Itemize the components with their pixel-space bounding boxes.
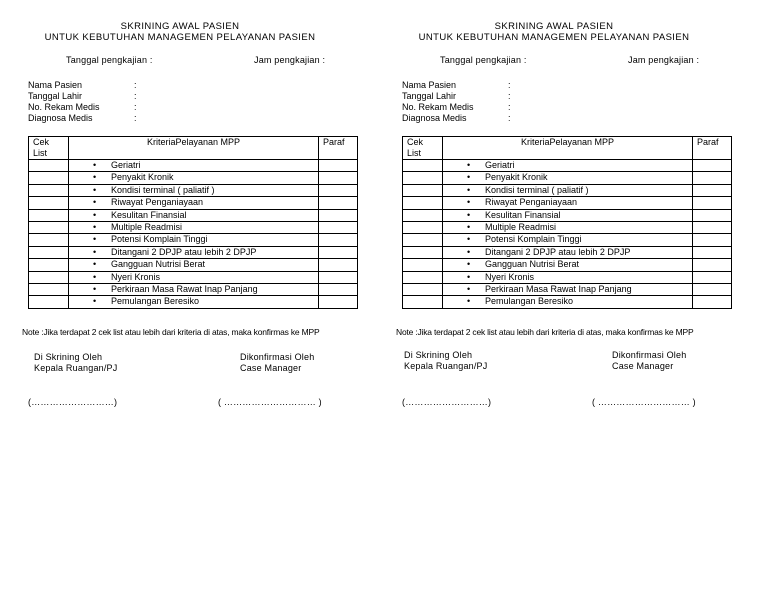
bullet-icon: •: [93, 184, 97, 195]
cek-cell[interactable]: [29, 259, 69, 271]
kriteria-text: Riwayat Penganiayaan: [111, 197, 204, 208]
col-paraf-header: Paraf: [319, 137, 358, 160]
kriteria-cell: [443, 246, 693, 258]
kriteria-cell: [69, 296, 319, 308]
screener-label: Di Skrining Oleh: [404, 350, 473, 360]
field-separator: :: [134, 80, 137, 90]
kriteria-cell: [443, 209, 693, 221]
bullet-icon: •: [93, 296, 97, 307]
kriteria-cell: [443, 197, 693, 209]
kriteria-text: Ditangani 2 DPJP atau lebih 2 DPJP: [485, 246, 631, 257]
criteria-table: [402, 136, 732, 309]
kriteria-text: Nyeri Kronis: [111, 271, 161, 282]
kriteria-text: Penyakit Kronik: [485, 172, 548, 183]
paraf-cell[interactable]: [693, 184, 732, 196]
kriteria-text: Geriatri: [485, 160, 515, 170]
paraf-cell[interactable]: [693, 209, 732, 221]
table-row: [29, 283, 358, 295]
bullet-icon: •: [467, 209, 471, 220]
kriteria-text: Riwayat Penganiayaan: [485, 197, 578, 208]
screener-name-line: (………………………): [402, 397, 492, 407]
patient-info: [28, 80, 137, 124]
kriteria-cell: [443, 184, 693, 196]
nama-pasien-row: [402, 80, 511, 91]
screener-signature-block: [404, 350, 487, 372]
bullet-icon: •: [93, 197, 97, 208]
criteria-rows: [29, 160, 358, 309]
paraf-cell[interactable]: [319, 296, 358, 308]
col-kriteria-header: KriteriaPelayanan MPP: [443, 137, 693, 160]
paraf-cell[interactable]: [319, 160, 358, 172]
cek-cell[interactable]: [403, 246, 443, 258]
table-row: [29, 184, 358, 196]
table-row: [403, 271, 732, 283]
field-separator: :: [508, 91, 511, 101]
cek-cell[interactable]: [29, 197, 69, 209]
table-row: [29, 234, 358, 246]
diagnosa-medis-row: [28, 113, 137, 124]
field-separator: :: [508, 102, 511, 112]
paraf-cell[interactable]: [319, 209, 358, 221]
table-row: [403, 209, 732, 221]
table-header-row: [29, 137, 358, 160]
kriteria-cell: [443, 259, 693, 271]
cek-cell[interactable]: [29, 184, 69, 196]
paraf-cell[interactable]: [319, 197, 358, 209]
screening-form-right: [374, 0, 734, 420]
field-label: No. Rekam Medis: [28, 102, 100, 112]
kriteria-text: Kesulitan Finansial: [111, 209, 187, 220]
table-row: [403, 259, 732, 271]
confirmer-signature-block: [240, 352, 314, 374]
cek-cell[interactable]: [403, 296, 443, 308]
kriteria-cell: [443, 160, 693, 172]
table-row: [403, 246, 732, 258]
confirmer-name-line: ( ………………………… ): [592, 397, 696, 407]
kriteria-text: Penyakit Kronik: [111, 172, 174, 183]
kriteria-text: Geriatri: [111, 160, 141, 170]
table-row: [403, 221, 732, 233]
bullet-icon: •: [93, 271, 97, 282]
cek-cell[interactable]: [29, 296, 69, 308]
paraf-cell[interactable]: [693, 271, 732, 283]
field-separator: :: [134, 113, 137, 123]
table-row: [29, 209, 358, 221]
table-row: [29, 271, 358, 283]
kriteria-cell: [69, 246, 319, 258]
paraf-cell[interactable]: [319, 271, 358, 283]
kriteria-cell: [69, 234, 319, 246]
field-label: No. Rekam Medis: [402, 102, 474, 112]
cek-cell[interactable]: [29, 221, 69, 233]
table-header-row: [403, 137, 732, 160]
paraf-cell[interactable]: [693, 234, 732, 246]
bullet-icon: •: [467, 197, 471, 208]
kriteria-text: Kondisi terminal ( paliatif ): [111, 184, 215, 195]
kriteria-cell: [69, 271, 319, 283]
bullet-icon: •: [467, 296, 471, 307]
table-row: [403, 296, 732, 308]
table-row: [29, 221, 358, 233]
kriteria-text: Ditangani 2 DPJP atau lebih 2 DPJP: [111, 246, 257, 257]
no-rekam-medis-row: [402, 102, 511, 113]
table-row: [29, 172, 358, 184]
kriteria-text: Perkiraan Masa Rawat Inap Panjang: [111, 283, 258, 294]
patient-info: [402, 80, 511, 124]
kriteria-text: Nyeri Kronis: [485, 271, 535, 282]
cek-cell[interactable]: [403, 221, 443, 233]
paraf-cell[interactable]: [693, 172, 732, 184]
kriteria-text: Perkiraan Masa Rawat Inap Panjang: [485, 283, 632, 294]
paraf-cell[interactable]: [693, 160, 732, 172]
kriteria-cell: [443, 283, 693, 295]
screener-name-line: (………………………): [28, 397, 118, 407]
kriteria-cell: [69, 197, 319, 209]
cek-cell[interactable]: [29, 209, 69, 221]
field-separator: :: [508, 113, 511, 123]
confirmer-label: Dikonfirmasi Oleh: [612, 350, 687, 360]
kriteria-cell: [69, 184, 319, 196]
table-row: [29, 197, 358, 209]
cek-cell[interactable]: [403, 271, 443, 283]
kriteria-text: Pemulangan Beresiko: [485, 296, 574, 307]
confirmer-role: Case Manager: [240, 363, 302, 373]
field-label: Nama Pasien: [28, 80, 83, 90]
kriteria-cell: [443, 234, 693, 246]
kriteria-text: Gangguan Nutrisi Berat: [111, 259, 206, 270]
screener-label: Di Skrining Oleh: [34, 352, 103, 362]
table-row: [403, 283, 732, 295]
table-row: [403, 197, 732, 209]
cek-cell[interactable]: [29, 234, 69, 246]
kriteria-cell: [69, 172, 319, 184]
table-row: [29, 160, 358, 172]
screener-role: Kepala Ruangan/PJ: [404, 361, 488, 371]
kriteria-cell: [69, 283, 319, 295]
kriteria-cell: [69, 259, 319, 271]
field-label: Diagnosa Medis: [28, 113, 93, 123]
field-label: Nama Pasien: [402, 80, 457, 90]
confirmer-role: Case Manager: [612, 361, 674, 371]
table-row: [403, 172, 732, 184]
bullet-icon: •: [93, 246, 97, 257]
bullet-icon: •: [467, 283, 471, 294]
field-separator: :: [134, 102, 137, 112]
table-row: [403, 184, 732, 196]
bullet-icon: •: [467, 246, 471, 257]
bullet-icon: •: [467, 271, 471, 282]
col-kriteria-header: KriteriaPelayanan MPP: [69, 137, 319, 160]
field-label: Diagnosa Medis: [402, 113, 467, 123]
kriteria-cell: [443, 296, 693, 308]
kriteria-text: Pemulangan Beresiko: [111, 296, 200, 307]
paraf-cell[interactable]: [693, 259, 732, 271]
bullet-icon: •: [93, 221, 97, 232]
table-row: [403, 160, 732, 172]
kriteria-text: Kesulitan Finansial: [485, 209, 561, 220]
paraf-cell[interactable]: [693, 283, 732, 295]
kriteria-text: Multiple Readmisi: [485, 221, 557, 232]
paraf-cell[interactable]: [319, 246, 358, 258]
tanggal-lahir-row: [28, 91, 137, 102]
cek-cell[interactable]: [403, 184, 443, 196]
mpp-note: Note :Jika terdapat 2 cek list atau lebih dari kriteria di atas, maka konfirmas ke MPP: [22, 327, 320, 337]
confirmer-label: Dikonfirmasi Oleh: [240, 352, 315, 362]
form-title-line1: SKRINING AWAL PASIEN: [494, 21, 614, 32]
bullet-icon: •: [467, 160, 471, 170]
bullet-icon: •: [93, 234, 97, 245]
kriteria-text: Potensi Komplain Tinggi: [485, 234, 582, 245]
col-cek-list-header: Cek List: [29, 137, 69, 160]
field-label: Tanggal Lahir: [402, 91, 457, 101]
cek-cell[interactable]: [29, 160, 69, 172]
kriteria-cell: [69, 221, 319, 233]
cek-cell[interactable]: [403, 209, 443, 221]
tanggal-pengkajian-label: Tanggal pengkajian :: [440, 55, 527, 65]
table-row: [29, 296, 358, 308]
bullet-icon: •: [467, 172, 471, 183]
nama-pasien-row: [28, 80, 137, 91]
bullet-icon: •: [467, 234, 471, 245]
paraf-cell[interactable]: [693, 221, 732, 233]
table-row: [403, 234, 732, 246]
table-row: [29, 259, 358, 271]
col-cek-list-header: Cek List: [403, 137, 443, 160]
bullet-icon: •: [93, 160, 97, 170]
paraf-cell[interactable]: [319, 259, 358, 271]
bullet-icon: •: [467, 184, 471, 195]
jam-pengkajian-label: Jam pengkajian :: [254, 55, 326, 65]
cek-cell[interactable]: [403, 234, 443, 246]
bullet-icon: •: [93, 172, 97, 183]
tanggal-pengkajian-label: Tanggal pengkajian :: [66, 55, 153, 65]
bullet-icon: •: [467, 221, 471, 232]
kriteria-text: Multiple Readmisi: [111, 221, 183, 232]
field-separator: :: [134, 91, 137, 101]
criteria-table: [28, 136, 358, 309]
paraf-cell[interactable]: [319, 234, 358, 246]
cek-cell[interactable]: [403, 197, 443, 209]
form-title-line2: UNTUK KEBUTUHAN MANAGEMEN PELAYANAN PASIEN: [418, 32, 690, 43]
confirmer-signature-block: [612, 350, 686, 372]
paraf-cell[interactable]: [693, 246, 732, 258]
kriteria-text: Potensi Komplain Tinggi: [111, 234, 208, 245]
diagnosa-medis-row: [402, 113, 511, 124]
kriteria-text: Gangguan Nutrisi Berat: [485, 259, 580, 270]
bullet-icon: •: [467, 259, 471, 270]
kriteria-cell: [443, 221, 693, 233]
cek-cell[interactable]: [29, 271, 69, 283]
cek-cell[interactable]: [403, 160, 443, 172]
paraf-cell[interactable]: [319, 172, 358, 184]
cek-cell[interactable]: [403, 259, 443, 271]
cek-cell[interactable]: [29, 172, 69, 184]
kriteria-cell: [443, 172, 693, 184]
kriteria-text: Kondisi terminal ( paliatif ): [485, 184, 589, 195]
cek-cell[interactable]: [403, 283, 443, 295]
criteria-rows: [403, 160, 732, 309]
form-title-line2: UNTUK KEBUTUHAN MANAGEMEN PELAYANAN PASIEN: [44, 32, 316, 43]
field-label: Tanggal Lahir: [28, 91, 83, 101]
form-title-line1: SKRINING AWAL PASIEN: [120, 21, 240, 32]
no-rekam-medis-row: [28, 102, 137, 113]
paraf-cell[interactable]: [693, 296, 732, 308]
confirmer-name-line: ( ………………………… ): [218, 397, 322, 407]
paraf-cell[interactable]: [319, 283, 358, 295]
paraf-cell[interactable]: [319, 221, 358, 233]
tanggal-lahir-row: [402, 91, 511, 102]
field-separator: :: [508, 80, 511, 90]
bullet-icon: •: [93, 259, 97, 270]
kriteria-cell: [69, 209, 319, 221]
screener-role: Kepala Ruangan/PJ: [34, 363, 118, 373]
paraf-cell[interactable]: [319, 184, 358, 196]
screening-form-left: [0, 0, 360, 420]
jam-pengkajian-label: Jam pengkajian :: [628, 55, 700, 65]
cek-cell[interactable]: [403, 172, 443, 184]
screener-signature-block: [34, 352, 117, 374]
cek-cell[interactable]: [29, 246, 69, 258]
bullet-icon: •: [93, 209, 97, 220]
cek-cell[interactable]: [29, 283, 69, 295]
table-row: [29, 246, 358, 258]
col-paraf-header: Paraf: [693, 137, 732, 160]
kriteria-cell: [69, 160, 319, 172]
kriteria-cell: [443, 271, 693, 283]
mpp-note: Note :Jika terdapat 2 cek list atau lebih dari kriteria di atas, maka konfirmas ke MPP: [396, 327, 694, 337]
paraf-cell[interactable]: [693, 197, 732, 209]
bullet-icon: •: [93, 283, 97, 294]
